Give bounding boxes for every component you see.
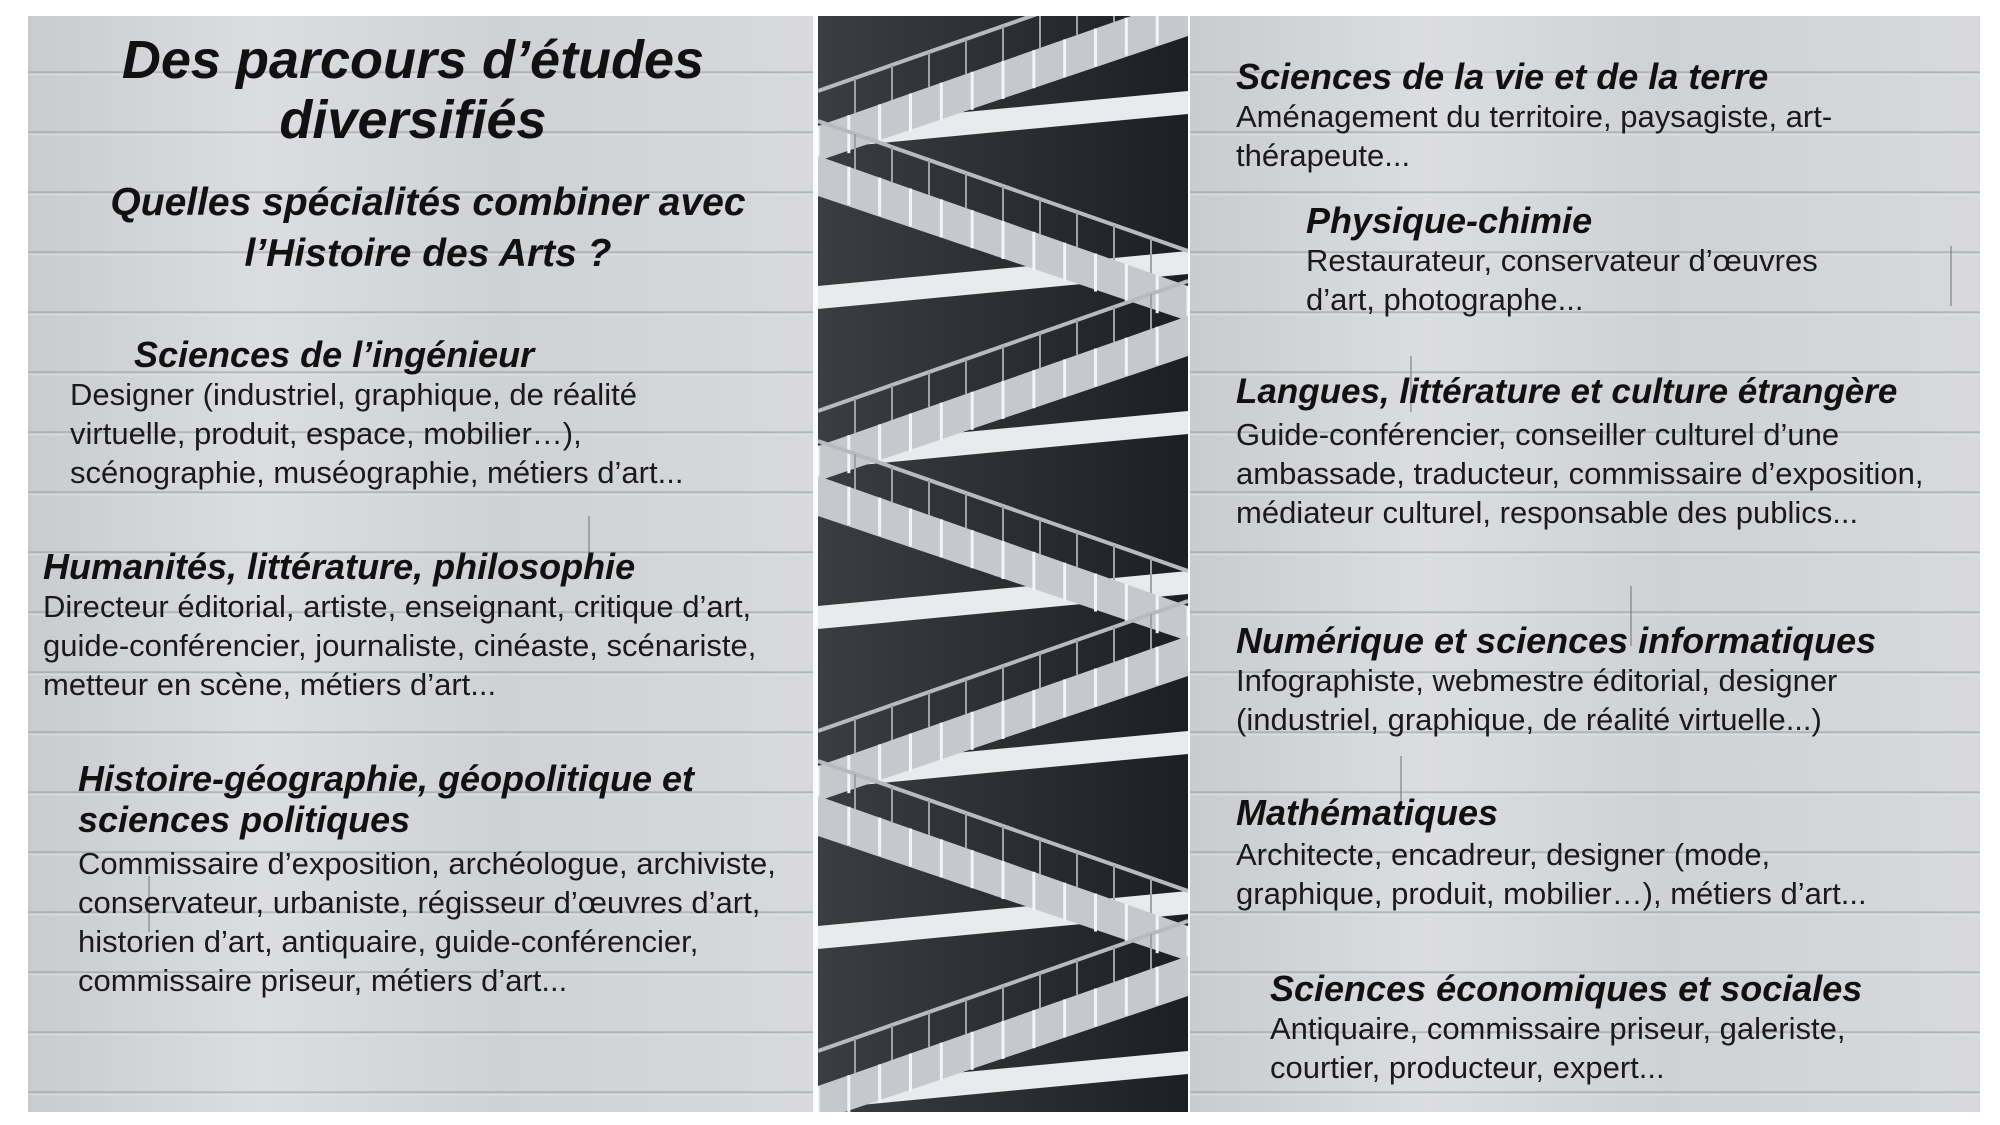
section-body-ses: Antiquaire, commissaire priseur, galeriste, courtier, producteur, expert...: [1270, 1011, 1846, 1085]
section-body-histoire-geo: Commissaire d’exposition, archéologue, archiviste, conservateur, urbaniste, régisseur d’œuvres d’art, historien d’art, antiquaire, guide-conférencier, commissaire priseur, métiers d’art...: [78, 846, 776, 999]
section-body-langues: Guide-conférencier, conseiller culturel d’une ambassade, traducteur, commissaire d’exposition, médiateur culturel, responsable des publics...: [1236, 417, 1924, 530]
section-title-histoire-geo: Histoire-géographie, géopolitique et sciences politiques: [78, 758, 695, 841]
right-panel: [1190, 16, 1980, 1112]
section-title-sciences-ingenieur: Sciences de l’ingénieur: [134, 334, 535, 375]
staircase-photo: [818, 16, 1188, 1112]
section-body-physique-chimie: Restaurateur, conservateur d’œuvres d’art, photographe...: [1306, 243, 1818, 317]
section-body-humanites: Directeur éditorial, artiste, enseignant, critique d’art, guide-conférencier, journaliste, cinéaste, scénariste, metteur en scène, métiers d’art...: [43, 589, 757, 702]
section-title-nsi: Numérique et sciences informatiques: [1236, 620, 1877, 661]
staircase-illustration: [818, 16, 1188, 1112]
section-title-svt: Sciences de la vie et de la terre: [1236, 56, 1769, 97]
left-panel: [28, 16, 813, 1112]
section-body-svt: Aménagement du territoire, paysagiste, art-thérapeute...: [1236, 99, 1833, 173]
page-title: Des parcours d’études diversifiés: [121, 30, 705, 151]
section-body-nsi: Infographiste, webmestre éditorial, designer (industriel, graphique, de réalité virtuelle...): [1236, 663, 1838, 737]
section-title-ses: Sciences économiques et sociales: [1270, 968, 1863, 1009]
section-title-langues: Langues, littérature et culture étrangère: [1236, 372, 1898, 411]
section-body-mathematiques: Architecte, encadreur, designer (mode, graphique, produit, mobilier…), métiers d’art...: [1236, 837, 1867, 911]
section-body-sciences-ingenieur: Designer (industriel, graphique, de réalité virtuelle, produit, espace, mobilier…), scénographie, muséographie, métiers d’art...: [70, 377, 684, 490]
section-title-humanites: Humanités, littérature, philosophie: [43, 546, 636, 587]
section-title-mathematiques: Mathématiques: [1236, 792, 1499, 833]
section-title-physique-chimie: Physique-chimie: [1306, 200, 1593, 241]
page-subtitle: Quelles spécialités combiner avec l’Histoire des Arts ?: [110, 181, 746, 275]
